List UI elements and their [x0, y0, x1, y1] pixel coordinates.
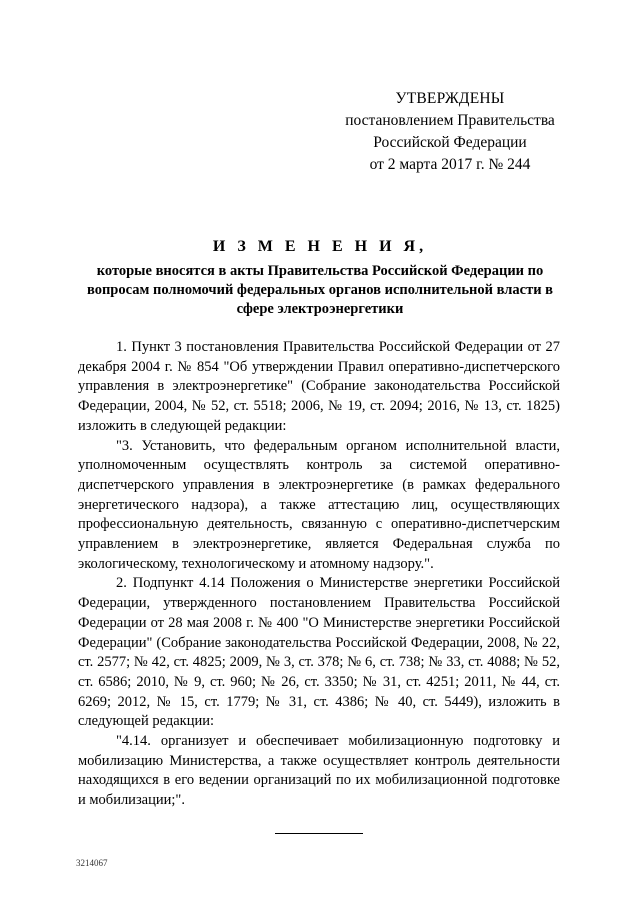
paragraph-4: "4.14. организует и обеспечивает мобилизационную подготовку и мобилизацию Министерства, а также осуществляет контроль деятельности находящихся в его ведении организаций по их мобилизационной подготовке и мобилизации;".	[78, 733, 560, 809]
approval-heading: УТВЕРЖДЕНЫ	[395, 90, 505, 107]
document-number: 3214067	[76, 858, 108, 868]
paragraph-2: "3. Установить, что федеральным органом исполнительной власти, уполномоченным осуществлять контроль за системой оперативно-диспетчерского управления в электроэнергетике (в рамках федерального энергетического надзора), а также аттестацию лиц, осуществляющих профессиональную деятельность, связанную с оперативно-диспетчерским управлением в электроэнергетике, является Федеральная служба по экологическому, технологическому и атомному надзору.".	[78, 437, 560, 572]
paragraph-1: 1. Пункт 3 постановления Правительства Российской Федерации от 27 декабря 2004 г. № 854 "Об утверждении Правил оперативно-диспетчерского управления в электроэнергетике" (Собрание законодательства Российской Федерации, 2004, № 52, ст. 5518; 2006, № 19, ст. 2094; 2016, № 13, ст. 1825) изложить в следующей редакции:	[78, 339, 560, 434]
approval-line-1: постановлением Правительства	[345, 112, 555, 129]
approval-line-3: от 2 марта 2017 г. № 244	[369, 156, 531, 173]
approval-block	[330, 88, 570, 176]
paragraph-3: 2. Подпункт 4.14 Положения о Министерстве энергетики Российской Федерации, утвержденного постановлением Правительства Российской Федерации от 28 мая 2008 г. № 400 "О Министерстве энергетики Российской Федерации" (Собрание законодательства Российской Федерации, 2008, № 22, ст. 2577; № 42, ст. 4825; 2009, № 3, ст. 378; № 6, ст. 738; № 33, ст. 4088; № 52, ст. 6586; 2010, № 9, ст. 960; № 26, ст. 3350; № 31, ст. 4251; 2011, № 44, ст. 6269; 2012, № 15, ст. 1779; № 31, ст. 4386; № 40, ст. 5449), изложить в следующей редакции:	[78, 575, 560, 730]
document-body	[78, 338, 560, 811]
document-title: И З М Е Н Е Н И Я,	[212, 238, 428, 255]
footer-divider	[275, 833, 363, 834]
approval-line-2: Российской Федерации	[373, 134, 527, 151]
document-subtitle: которые вносятся в акты Правительства Российской Федерации по вопросам полномочий федеральных органов исполнительной власти в сфере электроэнергетики	[86, 263, 554, 317]
